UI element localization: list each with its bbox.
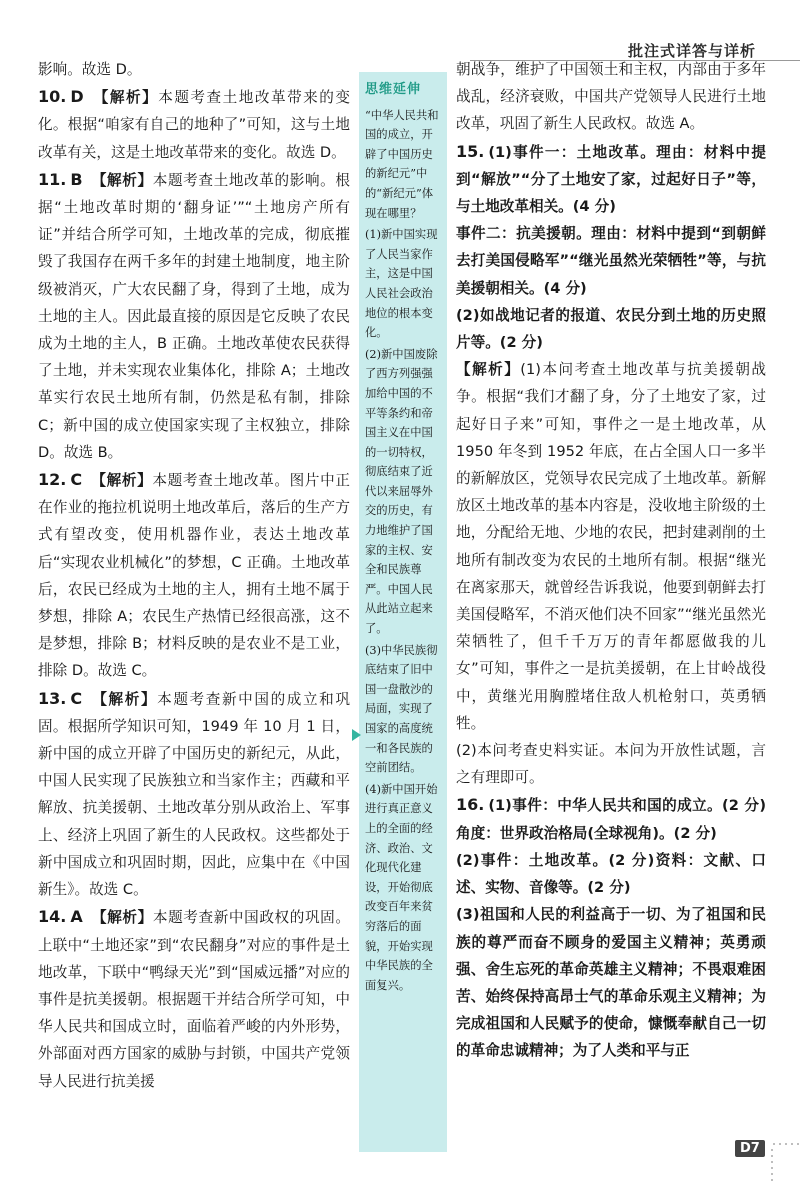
- sidebar-point-3: (3)中华民族彻底结束了旧中国一盘散沙的局面，实现了国家的高度统一和各民族的空前团结。: [365, 643, 438, 775]
- analysis-tag: 【解析】: [456, 361, 521, 379]
- question-10: [38, 83, 350, 166]
- question-text: 本题考查土地改革的影响。根据“土地改革时期的‘翻身证’”“土地房产所有证”并结合所学可知，土地改革的完成，彻底摧毁了我国存在两千多年的封建土地制度，地主阶级被消灭，广大农民翻了身，得到了土地，成为土地的主人。因此最直接的原因是它反映了农民成为土地的主人，B 正确。土地改革使农民获得了土地，并未实现农业集体化，排除 A；土地改革实行农民土地所有制，仍然是私有制，排除 C；新中国的成立使国家实现了主权独立，排除 D。故选 B。: [38, 171, 350, 461]
- arrow-marker-icon: [352, 729, 361, 741]
- q15-analysis-1: (1)本问考查土地改革与抗美援朝战争。根据“我们才翻了身，分了土地安了家，过起好日子来”可知，事件之一是土地改革，从 1950 年冬到 1952 年底，在占全国人口一多半的新解放区，党领导农民完成了土地改革。新解放区土地改革的基本内容是，没收地主阶级的土地，分配给无地、少地的农民，把封建剥削的土地所有制改变为农民的土地所有制。根据“继光在离家那天，就曾经告诉我说，他要到朝鲜去打美国侵略军，不消灭他们决不回家”“继光虽然光荣牺牲了，但千千万万的青年都愿做我的儿女”可知，事件之一是抗美援朝，在上甘岭战役中，黄继光用胸膛堵住敌人机枪射口，英勇牺牲。: [456, 361, 766, 732]
- q15-part1-event1: [456, 138, 766, 221]
- sidebar-point-1: (1)新中国实现了人民当家作主，这是中国人民社会政治地位的根本变化。: [365, 228, 438, 340]
- analysis-tag: 【解析】: [92, 690, 158, 708]
- question-number: 16.: [456, 795, 485, 815]
- question-text: 本题考查新中国的成立和巩固。根据所学知识可知，1949 年 10 月 1 日，新中国的成立开辟了中国历史的新纪元，从此，中国人民实现了民族独立和当家作主；西藏和平解放、抗美援朝、土地改革分别从政治上、军事上、经济上巩固了新生的人民政权。这些都处于新中国成立和巩固时期，因此，应集中在《中国新生》。故选 C。: [38, 690, 350, 899]
- q15-analysis: [456, 356, 766, 737]
- right-column: [456, 56, 766, 1065]
- question-13: [38, 685, 350, 904]
- question-text: 本题考查土地改革带来的变化。根据“咱家有自己的地种了”可知，这与土地改革有关，这是土地改革带来的变化。故选 D。: [38, 89, 350, 161]
- question-answer: C: [70, 470, 83, 490]
- question-12: [38, 466, 350, 685]
- q15-part1-event2: 事件二：抗美援朝。理由：材料中提到“到朝鲜去打美国侵略军”“继光虽然光荣牺牲”等，与抗美援朝相关。(4 分): [456, 225, 766, 297]
- question-15: [456, 138, 766, 792]
- q16-part1: (1)事件：中华人民共和国的成立。(2 分)角度：世界政治格局(全球视角)。(2 分): [456, 797, 766, 842]
- sidebar-point-2: (2)新中国废除了西方列强强加给中国的不平等条约和帝国主义在中国的一切特权，彻底结束了近代以来屈辱外交的历史，有力地维护了国家的主权、安全和民族尊严。中国人民从此站立起来了。: [365, 347, 438, 636]
- page-header: [0, 0, 800, 62]
- question-14: [38, 903, 350, 1094]
- question-11: [38, 166, 350, 466]
- question-number: 13.: [38, 688, 67, 708]
- q15-part2: (2)如战地记者的报道、农民分到土地的历史照片等。(2 分): [456, 306, 766, 352]
- question-text: 本题考查新中国政权的巩固。上联中“土地还家”到“农民翻身”对应的事件是土地改革，下联中“鸭绿天光”到“国威远播”对应的事件是抗美援朝。根据题干并结合所学可知，中华人民共和国成立时，面临着严峻的内外形势，外部面对西方国家的威胁与封锁，中国共产党领导人民进行抗美援: [38, 909, 350, 1090]
- analysis-tag: 【解析】: [93, 89, 159, 107]
- q16-part2: (2)事件：土地改革。(2 分)资料：文献、口述、实物、音像等。(2 分): [456, 851, 766, 897]
- q16-part1-line: [456, 791, 766, 846]
- question-number: 11.: [38, 169, 67, 189]
- question-answer: C: [70, 688, 83, 708]
- question-number: 10.: [38, 87, 67, 107]
- corner-dots-decoration: [768, 1140, 800, 1184]
- q15-part1-a: (1)事件一：土地改革。理由：材料中提到“解放”“分了土地安了家，过起好日子”等，与土地改革相关。(4 分): [456, 143, 766, 216]
- q14-continuation: 朝战争，维护了中国领土和主权，内部由于多年战乱，经济衰败，中国共产党领导人民进行土地改革，巩固了新生人民政权。故选 A。: [456, 61, 766, 133]
- question-16: [456, 791, 766, 1064]
- question-number: 14.: [38, 907, 67, 927]
- q15-analysis-2: (2)本问考查史料实证。本问为开放性试题，言之有理即可。: [456, 742, 766, 787]
- question-answer: D: [70, 87, 84, 107]
- q16-part3: (3)祖国和人民的利益高于一切、为了祖国和民族的尊严而奋不顾身的爱国主义精神；英勇顽强、舍生忘死的革命英雄主义精神；不畏艰难困苦、始终保持高昂士气的革命乐观主义精神；为完成祖国和人民赋予的使命，慷慨奉献自己一切的革命忠诚精神；为了人类和平与正: [456, 906, 766, 1060]
- sidebar-title: 思维延伸: [365, 82, 422, 97]
- header-title: 批注式详答与详析: [627, 42, 756, 60]
- thinking-extension-sidebar: [359, 72, 447, 1152]
- question-answer: B: [70, 169, 83, 189]
- question-answer: A: [70, 907, 83, 927]
- left-intro: 影响。故选 D。: [38, 61, 142, 78]
- sidebar-question: “中华人民共和国的成立，开辟了中国历史的新纪元”中的“新纪元”体现在哪里？: [365, 108, 439, 220]
- analysis-tag: 【解析】: [92, 909, 153, 927]
- page-number: D7: [735, 1140, 765, 1157]
- question-number: 12.: [38, 470, 67, 490]
- question-number: 15.: [456, 141, 485, 161]
- analysis-tag: 【解析】: [91, 472, 153, 490]
- question-text: 本题考查土地改革。图片中正在作业的拖拉机说明土地改革后，落后的生产方式有望改变，使用机器作业，表达土地改革后“实现农业机械化”的梦想，C 正确。土地改革后，农民已经成为土地的主人，拥有土地不属于梦想，排除 A；农民生产热情已经很高涨，这不是梦想，排除 B；材料反映的是农业不是工业，排除 D。故选 C。: [38, 472, 350, 680]
- left-column: [38, 56, 350, 1095]
- sidebar-point-4: (4)新中国开始进行真正意义上的全面的经济、政治、文化现代化建设，开始彻底改变百年来贫穷落后的面貌，开始实现中华民族的全面复兴。: [365, 782, 438, 992]
- analysis-tag: 【解析】: [91, 171, 153, 189]
